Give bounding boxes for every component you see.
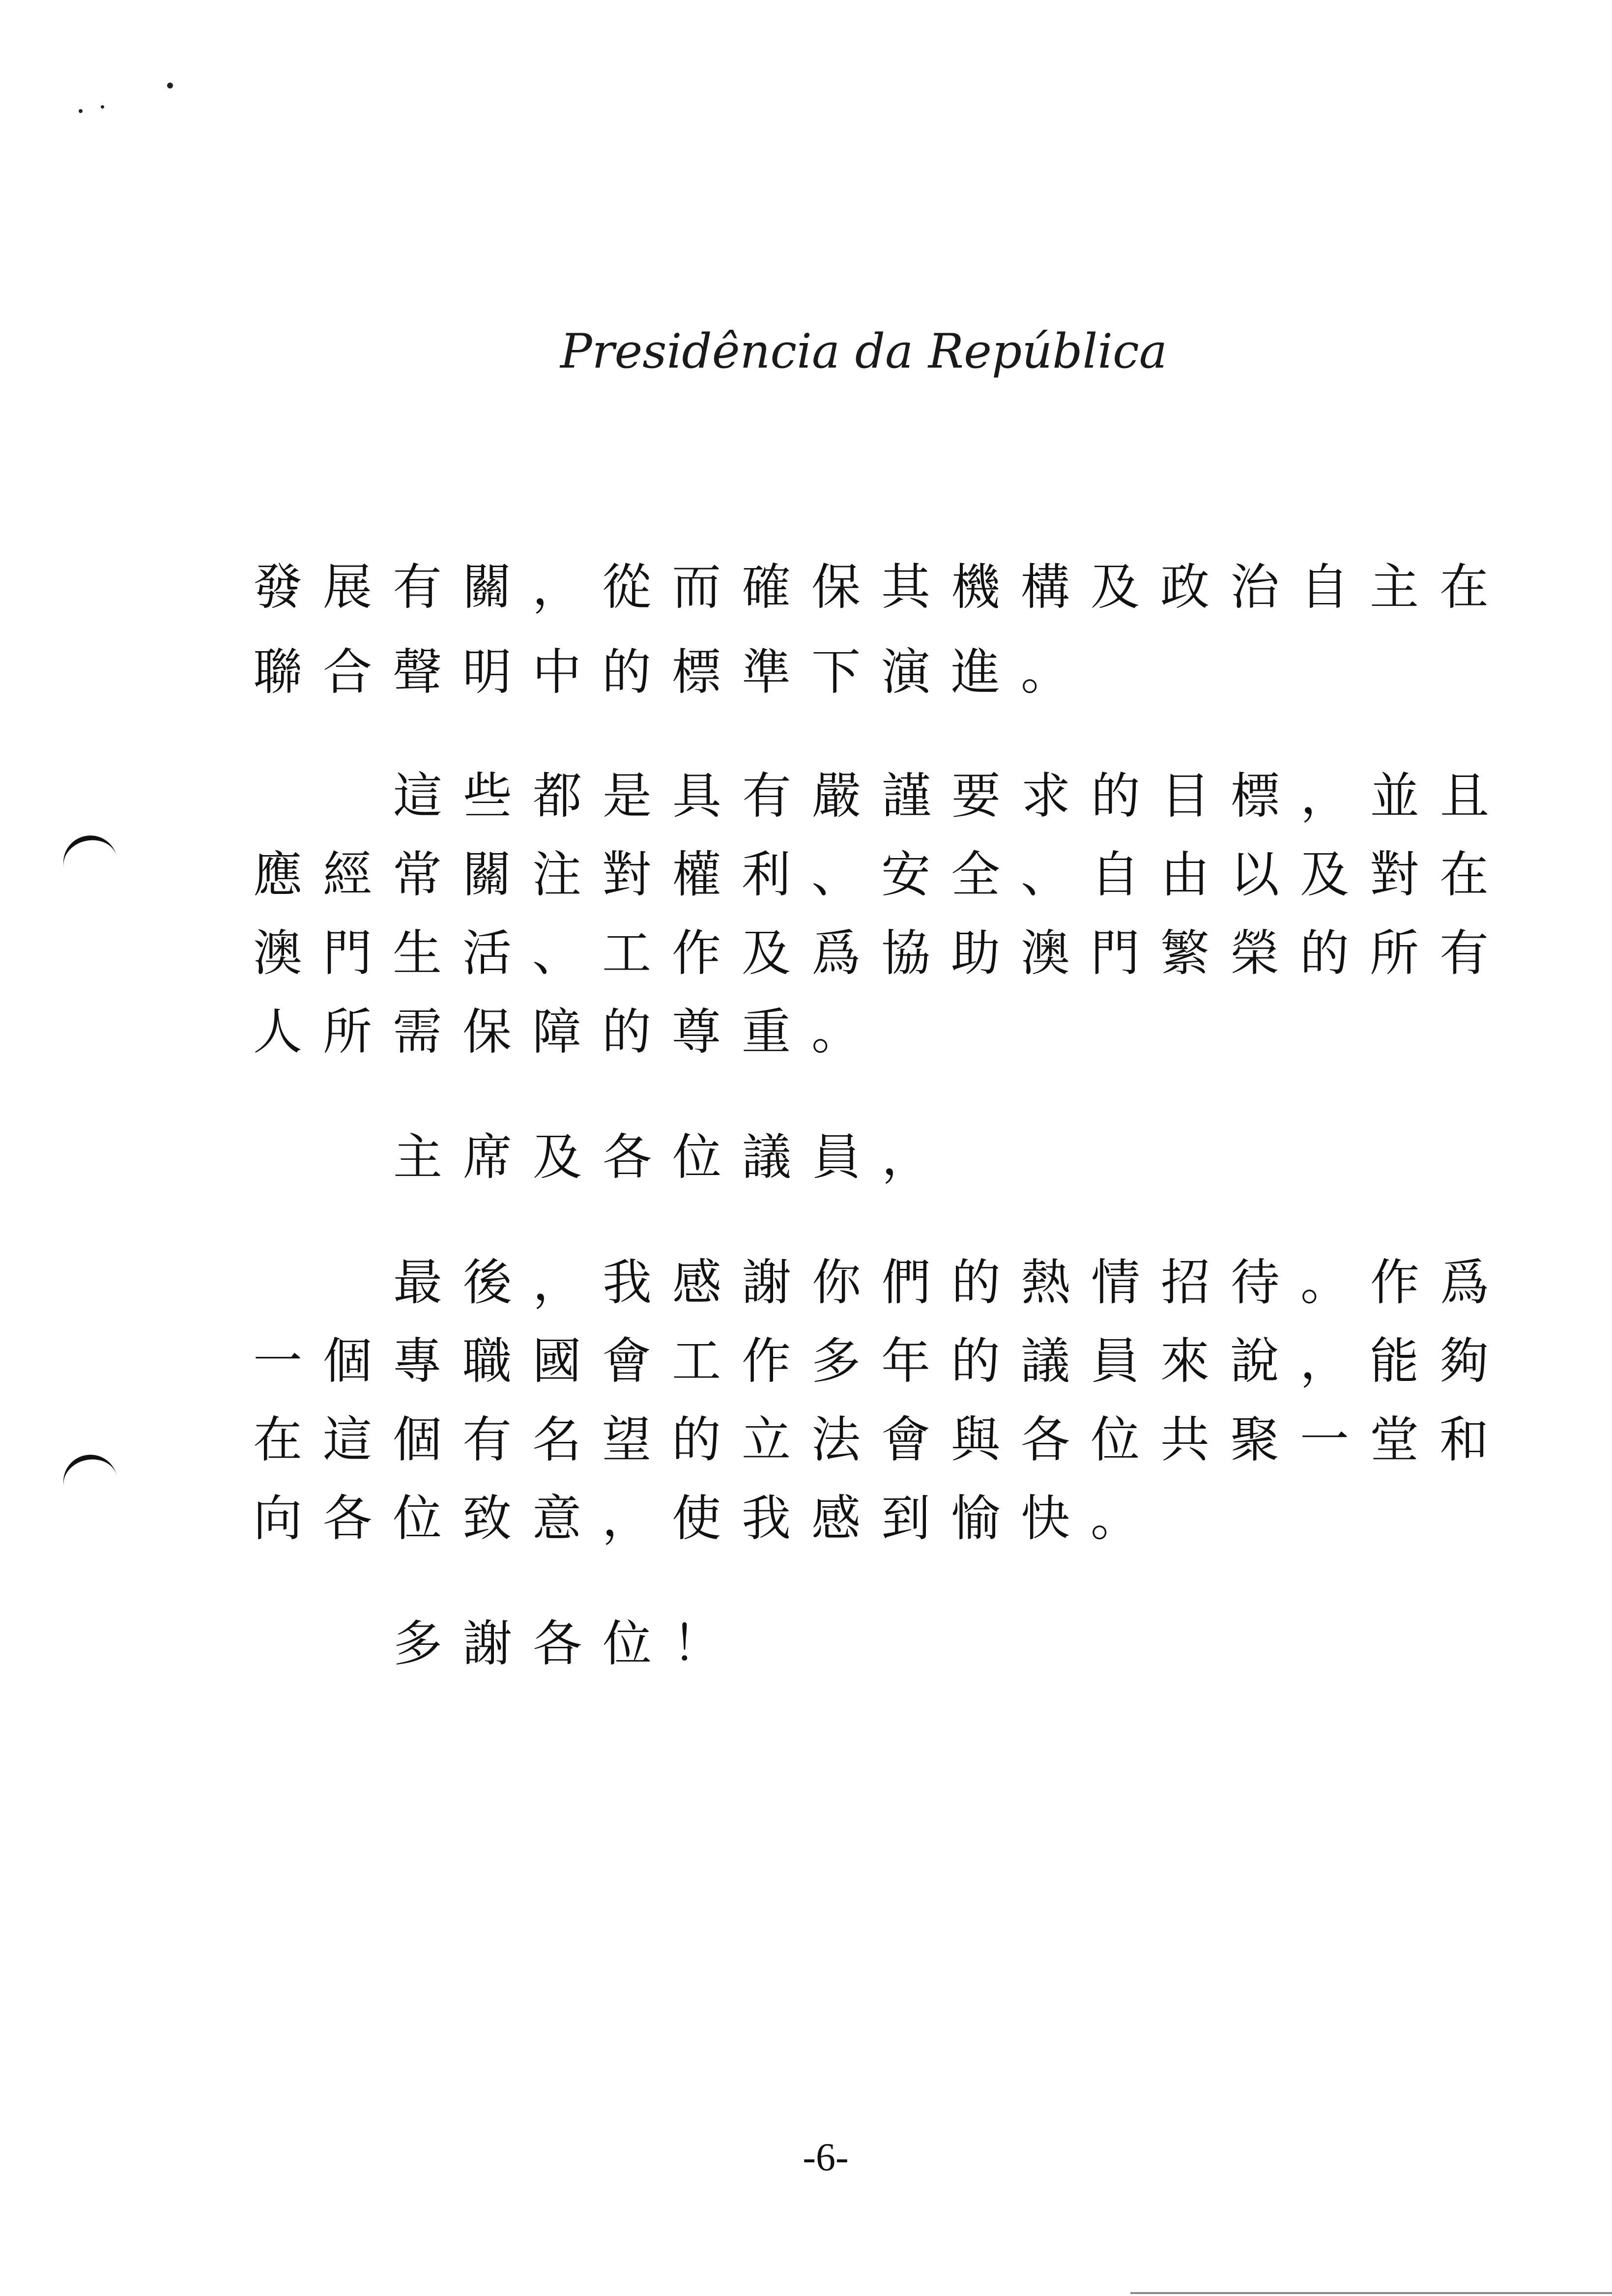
body-line <box>0 1322 1612 1401</box>
body-line-text: 多謝各位！ <box>393 1615 742 1672</box>
body-line-text: 最後，我感謝你們的熱情招待。作爲 <box>393 1254 1510 1311</box>
body-line <box>0 1118 1612 1197</box>
body-line <box>0 1479 1612 1558</box>
body-line <box>0 1401 1612 1479</box>
scan-edge-line <box>1130 2292 1612 2294</box>
scan-speck <box>101 105 104 109</box>
body-line <box>0 633 1612 712</box>
body-line <box>0 914 1612 993</box>
body-line <box>0 757 1612 835</box>
body-line-text: 向各位致意，使我感到愉快。 <box>253 1490 1160 1547</box>
body-line-text: 發展有關，從而確保其機構及政治自主在 <box>253 558 1509 616</box>
body-line-text: 澳門生活、工作及爲協助澳門繁榮的所有 <box>253 924 1509 982</box>
body-line-text: 這些都是具有嚴謹要求的目標，並且 <box>393 767 1510 825</box>
body-line <box>0 993 1612 1071</box>
body-line-text: 主席及各位議員， <box>393 1128 951 1186</box>
letterhead: Presidência da República <box>560 324 1168 379</box>
body-line <box>0 1243 1612 1322</box>
scan-speck <box>167 83 173 88</box>
body-line-text: 一個專職國會工作多年的議員來說，能夠 <box>253 1332 1509 1390</box>
scan-speck <box>79 109 83 113</box>
page-number: -6- <box>803 2136 849 2179</box>
body-line-text: 在這個有名望的立法會與各位共聚一堂和 <box>253 1411 1509 1468</box>
body-line-text: 人所需保障的尊重。 <box>253 1003 881 1061</box>
body-line <box>0 1605 1612 1683</box>
body-line-text: 應經常關注對權利、安全、自由以及對在 <box>253 846 1509 903</box>
body-line <box>0 835 1612 914</box>
body-line <box>0 548 1612 627</box>
body-line-text: 聯合聲明中的標準下演進。 <box>253 643 1091 701</box>
